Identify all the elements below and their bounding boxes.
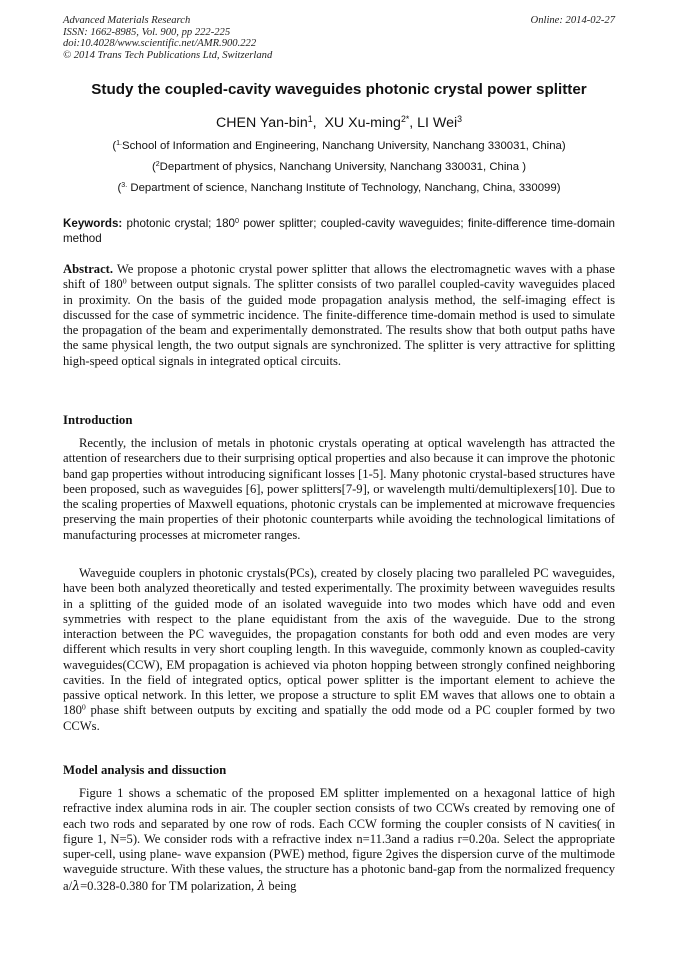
keywords-label: Keywords:: [63, 217, 123, 230]
paper-title: Study the coupled-cavity waveguides photonic crystal power splitter: [91, 81, 587, 98]
affiliation-3: ($^{3.}$ Department of science, Nanchang Institute of Technology, Nanchang, China, 330099): [117, 182, 561, 194]
issn-line: ISSN: 1662-8985, Vol. 900, pp 222-225: [63, 26, 231, 38]
author-list: CHEN Yan-bin$^1$, XU Xu-ming$^{2*}$, LI Wei$^3$: [215, 114, 463, 131]
abstract-label: Abstract.: [63, 262, 114, 276]
model-paragraph-1: Figure 1 shows a schematic of the proposed EM splitter implemented on a hexagonal lattice of high refractive index alumina rods in air. The coupler section consists of two CCWs created by removing one of each two rods and separated by one row of rods. Each CCW forming the coupler consists of N cavities( in figure 1, N=5). We consider rods with a refractive index n=11.3and a radius r=0.20a. Select the appropriate super-cell, using plane- wave expansion (PWE) method, figure 2gives the dispersion curve of the multimode waveguide structure. With these values, the structure has a photonic band-gap from the normalized frequency a/λ=0.328-0.380 for TM polarization, λ being: [63, 786, 615, 893]
intro-paragraph-1: Recently, the inclusion of metals in photonic crystals operating at optical wavelength has attracted the attention of researchers due to their surprising optical properties and also because it can improve the photonic band gap properties without introducing significant losses [1-5]. Many photonic crystal-based structures have been proposed, such as waveguides [6], power splitters[7-9], or wavelength multi/demultiplexers[10]. Due to the scaling properties of Maxwell equations, photonic crystals can be implemented at microwave frequencies preserving the main properties of their photonic counterparts while avoiding the technological limitations of manufacturing processes at micrometer ranges.: [63, 436, 615, 542]
section-heading-introduction: Introduction: [63, 413, 133, 427]
author-name: LI Wei: [417, 115, 458, 131]
abstract: Abstract. We propose a photonic crystal power splitter that allows the electromagnetic waves with a phase shift of $180^0$ between output signals. The splitter consists of two parallel coupled-cavity waveguides placed in proximity. On the basis of the guided mode propagation analysis method, the self-imaging effect is discussed for the case of symmetric incidence. The finite-difference time-domain method is used to simulate the propagation of the beam and experimentally demonstrated. The results show that both output paths have the same physical length, the two output signals are synchronized. The splitter is very attractive for splitting high-speed optical signals in integrated optical circuits.: [63, 262, 615, 368]
author-sup: 1: [307, 114, 313, 125]
author-name: XU Xu-ming: [324, 115, 401, 131]
author-sup: 2*: [400, 114, 410, 125]
section-heading-model-analysis: Model analysis and dissuction: [63, 763, 227, 777]
affiliation-1: ($^{1.}$School of Information and Engineering, Nanchang University, Nanchang 330031, China): [112, 140, 566, 152]
doi-line: doi:10.4028/www.scientific.net/AMR.900.222: [63, 38, 257, 50]
author-name: CHEN Yan-bin: [215, 115, 308, 131]
author-sup: 3: [457, 114, 463, 125]
keywords: Keywords: photonic crystal; $180^0$ power splitter; coupled-cavity waveguides; finite-difference time-domain method: [63, 216, 615, 245]
running-header: [63, 15, 615, 61]
affiliation-2: ($^2$Department of physics, Nanchang University, Nanchang 330031, China ): [151, 161, 527, 173]
copyright-line: © 2014 Trans Tech Publications Ltd, Switzerland: [63, 49, 273, 61]
journal-name: Advanced Materials Research: [63, 15, 191, 26]
intro-paragraph-2: Waveguide couplers in photonic crystals(PCs), created by closely placing two paralleled PC waveguides, have been both analyzed theoretically and tested experimentally. The proximity between waveguides results in a splitting of the guided mode of an isolated waveguide into two modes which have odd and even symmetries with respect to the plane equidistant from the axis of the waveguide. Due to the strong interaction between the PC waveguides, the propagation constants for both odd and even modes are very different which results in very short coupling length. In this waveguide, commonly known as coupled-cavity waveguides(CCW), EM propagation is achieved via photon hopping between strongly confined neighboring cavities. In the field of integrated optics, optical power splitter is the important element to achieve the passive optical network. In this letter, we propose a structure to split EM waves that allows one to obtain a $180^0$ phase shift between outputs by exciting and spatially the odd mode od a PC coupler formed by two CCWs.: [63, 566, 615, 733]
online-date: Online: 2014-02-27: [530, 15, 615, 26]
